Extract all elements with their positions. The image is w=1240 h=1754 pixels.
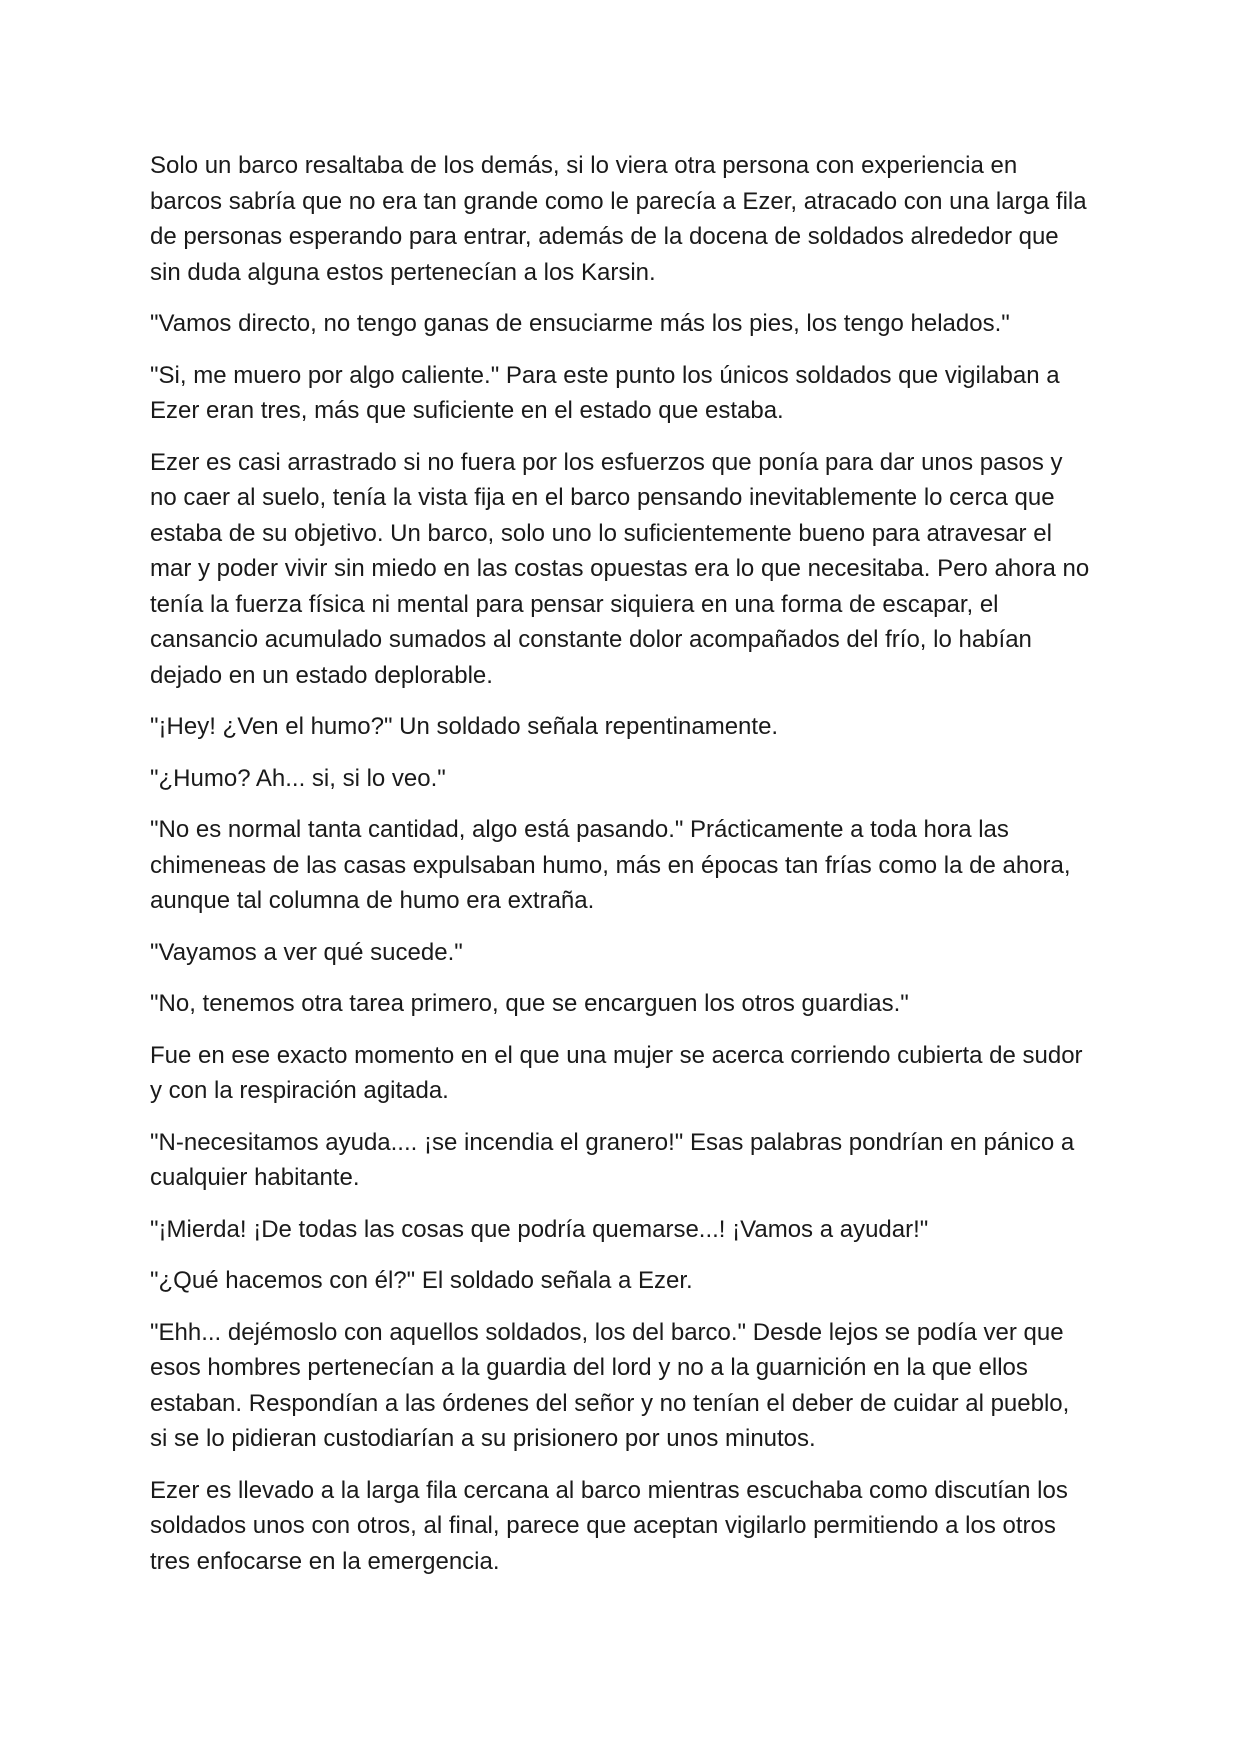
paragraph: "¡Hey! ¿Ven el humo?" Un soldado señala repentinamente. xyxy=(150,713,779,740)
paragraph: Fue en ese exacto momento en el que una mujer se acerca corriendo cubierta de sudor y con la respiración agitada. xyxy=(150,1041,1083,1104)
paragraph: "N-necesitamos ayuda.... ¡se incendia el granero!" Esas palabras pondrían en pánico a cualquier habitante. xyxy=(150,1128,1075,1191)
paragraph: "Vamos directo, no tengo ganas de ensuciarme más los pies, los tengo helados." xyxy=(150,310,1010,337)
paragraph: Ezer es llevado a la larga fila cercana al barco mientras escuchaba como discutían los soldados unos con otros, al final, parece que aceptan vigilarlo permitiendo a los otros tres enfocarse en la emergencia. xyxy=(150,1476,1068,1575)
paragraph: "¡Mierda! ¡De todas las cosas que podría quemarse...! ¡Vamos a ayudar!" xyxy=(150,1215,929,1243)
paragraph: "¿Humo? Ah... si, si lo veo." xyxy=(150,764,446,792)
paragraph: "¿Qué hacemos con él?" El soldado señala a Ezer. xyxy=(150,1267,693,1294)
paragraph: "Si, me muero por algo caliente." Para este punto los únicos soldados que vigilaban a Ezer eran tres, más que suficiente en el estado que estaba. xyxy=(150,361,1060,424)
paragraph: Ezer es casi arrastrado si no fuera por los esfuerzos que ponía para dar unos pasos y no caer al suelo, tenía la vista fija en el barco pensando inevitablemente lo cerca que estaba de su objetivo. Un barco, solo uno lo suficientemente bueno para atravesar el mar y poder vivir sin miedo en las costas opuestas era lo que necesitaba. Pero ahora no tenía la fuerza física ni mental para pensar siquiera en una forma de escapar, el cansancio acumulado sumados al constante dolor acompañados del frío, lo habían dejado en un estado deplorable. xyxy=(150,448,1090,689)
paragraph: Solo un barco resaltaba de los demás, si lo viera otra persona con experiencia en barcos sabría que no era tan grande como le parecía a Ezer, atracado con una larga fila de personas esperando para entrar, además de la docena de soldados alrededor que sin duda alguna estos pertenecían a los Karsin. xyxy=(150,152,1087,286)
paragraph: "Ehh... dejémoslo con aquellos soldados, los del barco." Desde lejos se podía ver que esos hombres pertenecían a la guardia del lord y no a la guarnición en la que ellos estaban. Respondían a las órdenes del señor y no tenían el deber de cuidar al pueblo, si se lo pidieran custodiarían a su prisionero por unos minutos. xyxy=(150,1318,1070,1452)
paragraph: "Vayamos a ver qué sucede." xyxy=(150,938,463,966)
document-page xyxy=(150,148,1090,1595)
paragraph: "No es normal tanta cantidad, algo está pasando." Prácticamente a toda hora las chimeneas de las casas expulsaban humo, más en épocas tan frías como la de ahora, aunque tal columna de humo era extraña. xyxy=(150,816,1071,914)
paragraph: "No, tenemos otra tarea primero, que se encarguen los otros guardias." xyxy=(150,990,909,1017)
